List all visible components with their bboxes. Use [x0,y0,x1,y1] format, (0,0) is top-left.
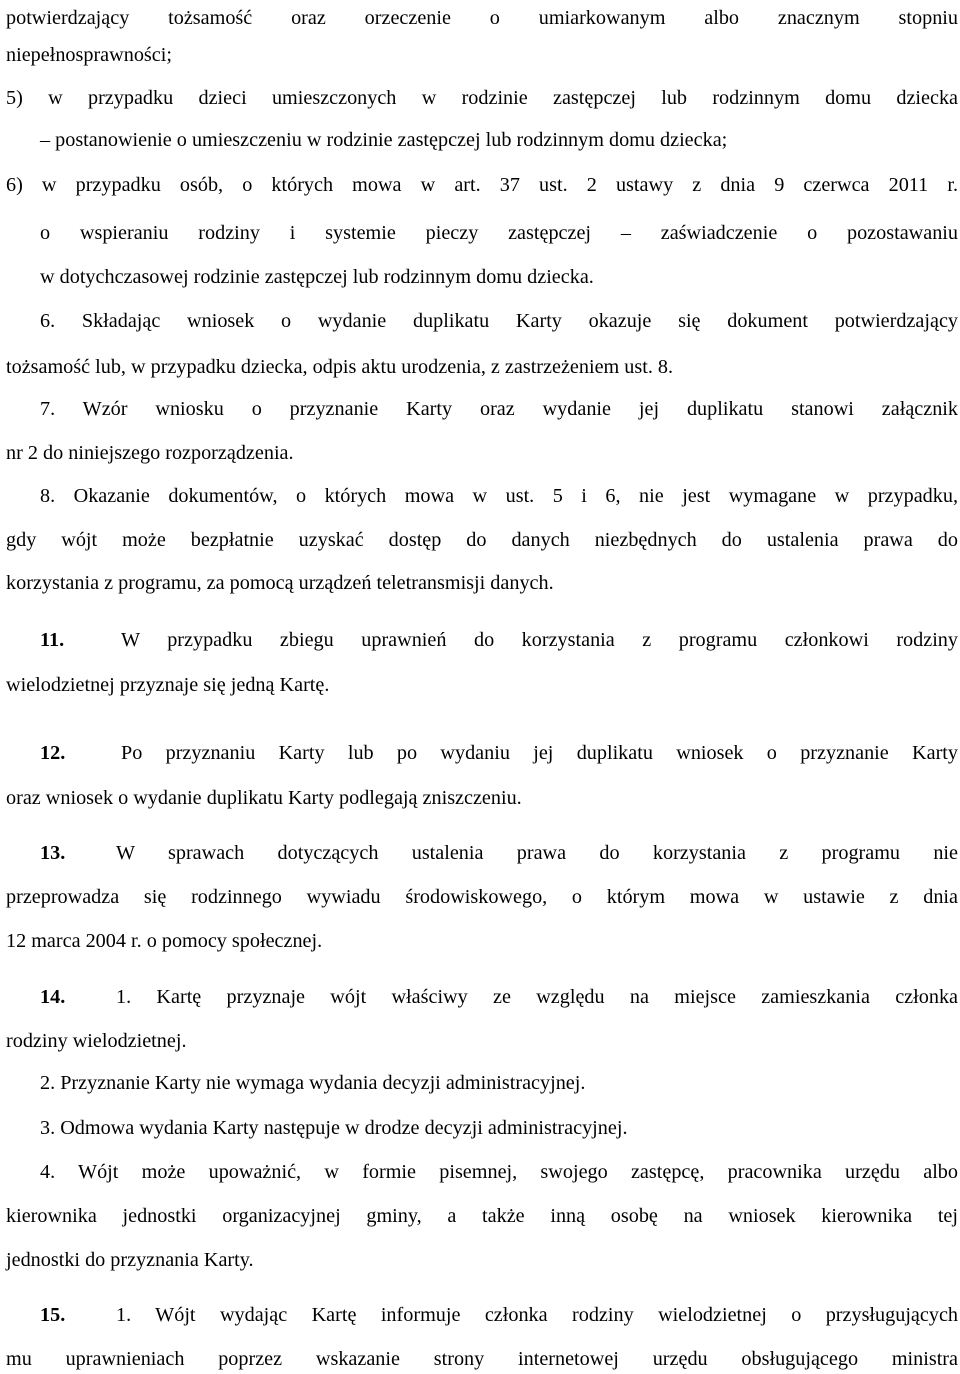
text-line: gdy wójt może bezpłatnie uzyskać dostęp do danych niezbędnych do ustalenia prawa do [6,529,958,551]
text-line: mu uprawnieniach poprzez wskazanie strony internetowej urzędu obsługującego ministra [6,1348,958,1370]
text-line: 12 marca 2004 r. o pomocy społecznej. [6,930,323,952]
section-13-text: W sprawach dotyczących ustalenia prawa do korzystania z programu nie [116,842,958,864]
text-line: korzystania z programu, za pomocą urządzeń teletransmisji danych. [6,572,554,594]
text-line: nr 2 do niniejszego rozporządzenia. [6,442,294,464]
section-11-text: W przypadku zbiegu uprawnień do korzystania z programu członkowi rodziny [121,629,958,651]
list-item-6: 6) w przypadku osób, o których mowa w art. 37 ust. 2 ustawy z dnia 9 czerwca 2011 r. [6,174,958,196]
list-item-5: 5) w przypadku dzieci umieszczonych w rodzinie zastępczej lub rodzinnym domu dziecka [6,87,958,109]
text-line: potwierdzający tożsamość oraz orzeczenie o umiarkowanym albo znacznym stopniu [6,7,958,29]
section-15-text: 1. Wójt wydając Kartę informuje członka rodziny wielodzietnej o przysługujących [116,1304,958,1326]
section-number-12: 12. [40,742,66,764]
paragraph-6: 6. Składając wniosek o wydanie duplikatu Karty okazuje się dokument potwierdzający [40,310,958,332]
text-line: jednostki do przyznania Karty. [6,1249,254,1271]
text-line: kierownika jednostki organizacyjnej gminy, a także inną osobę na wniosek kierownika tej [6,1205,958,1227]
paragraph-14-3: 3. Odmowa wydania Karty następuje w drodze decyzji administracyjnej. [40,1117,628,1139]
text-line: w dotychczasowej rodzinie zastępczej lub rodzinnym domu dziecka. [40,266,594,288]
text-line: wielodzietnej przyznaje się jedną Kartę. [6,674,330,696]
text-line: – postanowienie o umieszczeniu w rodzinie zastępczej lub rodzinnym domu dziecka; [40,129,728,151]
text-line: oraz wniosek o wydanie duplikatu Karty podlegają zniszczeniu. [6,787,522,809]
paragraph-14-2: 2. Przyznanie Karty nie wymaga wydania decyzji administracyjnej. [40,1072,586,1094]
text-line: niepełnosprawności; [6,44,172,66]
section-number-11: 11. [40,629,65,651]
paragraph-14-4: 4. Wójt może upoważnić, w formie pisemnej, swojego zastępcę, pracownika urzędu albo [40,1161,958,1183]
paragraph-7: 7. Wzór wniosku o przyznanie Karty oraz wydanie jej duplikatu stanowi załącznik [40,398,958,420]
section-12-text: Po przyznaniu Karty lub po wydaniu jej duplikatu wniosek o przyznanie Karty [121,742,958,764]
section-number-14: 14. [40,986,66,1008]
text-line: tożsamość lub, w przypadku dziecka, odpis aktu urodzenia, z zastrzeżeniem ust. 8. [6,356,674,378]
paragraph-8: 8. Okazanie dokumentów, o których mowa w ust. 5 i 6, nie jest wymagane w przypadku, [40,485,958,507]
section-14-text: 1. Kartę przyznaje wójt właściwy ze względu na miejsce zamieszkania członka [116,986,958,1008]
text-line: o wspieraniu rodziny i systemie pieczy zastępczej – zaświadczenie o pozostawaniu [40,222,958,244]
section-number-13: 13. [40,842,66,864]
text-line: rodziny wielodzietnej. [6,1030,187,1052]
section-number-15: 15. [40,1304,66,1326]
text-line: przeprowadza się rodzinnego wywiadu środowiskowego, o którym mowa w ustawie z dnia [6,886,958,908]
